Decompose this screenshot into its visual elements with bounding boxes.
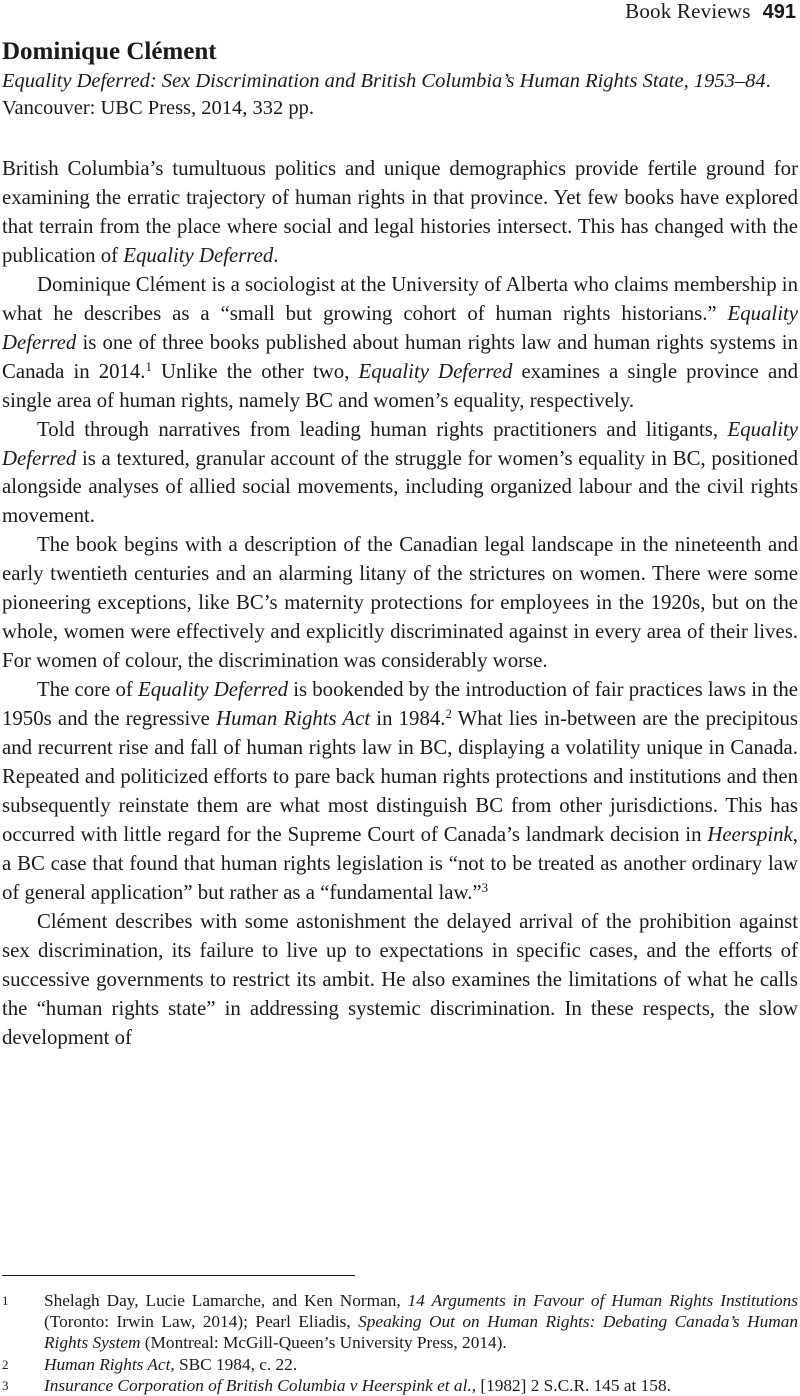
footnote-ref-1[interactable]: 1 <box>145 359 152 374</box>
paragraph-text: Clément describes with some astonishment the delayed arrival of the prohibition against sex discrimination, its failure to live up to expectations in specific cases, and the efforts of successive governments to restrict its ambit. He also examines the limitations of what he calls the “human rights state” in addressing systemic discrimination. In these respects, the slow development of <box>2 909 798 1049</box>
italic-book-title: Equality Deferred <box>358 359 513 383</box>
footnote-segment: , [1982] 2 S.C.R. 145 at 158. <box>471 1375 671 1395</box>
footnote-2 <box>2 1354 798 1375</box>
footnote-1 <box>2 1290 798 1354</box>
footnote-text <box>44 1290 798 1354</box>
footnote-text <box>44 1354 798 1375</box>
paragraph-1 <box>2 155 798 271</box>
paragraph-text: . <box>273 243 279 267</box>
footnote-text <box>44 1375 798 1396</box>
paragraph-text: Unlike the other two, <box>151 359 359 383</box>
italic-book-title: Equality Deferred <box>2 417 798 470</box>
italic-case-name: Heerspink <box>707 822 793 846</box>
paragraph-text: is bookended by the introduction of fair practices laws in the 1950s and the regressive <box>2 678 798 731</box>
review-author-heading: Dominique Clément <box>2 38 217 65</box>
footnote-divider <box>2 1275 355 1276</box>
running-header <box>625 0 796 25</box>
footnote-segment: , SBC 1984, c. 22. <box>170 1354 298 1374</box>
publication-details: . Vancouver: UBC Press, 2014, 332 pp. <box>2 70 771 119</box>
footnote-segment: (Montreal: McGill-Queen’s University Press, 2014). <box>140 1333 507 1353</box>
italic-book-title: Equality Deferred <box>138 678 289 702</box>
paragraph-text: is one of three books published about human rights law and human rights systems in Canada in 2014. <box>2 330 798 383</box>
italic-book-title: Equality Deferred <box>123 243 274 267</box>
footnote-italic-title: 14 Arguments in Favour of Human Rights Institutions <box>407 1291 798 1310</box>
footnote-ref-2[interactable]: 2 <box>445 707 452 722</box>
book-title: Equality Deferred: Sex Discrimination and British Columbia’s Human Rights State, 1953–84 <box>2 70 766 92</box>
footnote-italic-title: Speaking Out on Human Rights: Debating Canada’s Human Rights System <box>44 1312 798 1353</box>
footnote-italic-title: Human Rights Act <box>44 1354 171 1374</box>
footnote-number: 1 <box>2 1293 9 1308</box>
footnotes <box>2 1290 798 1396</box>
paragraph-text: is a textured, granular account of the struggle for women’s equality in BC, positioned alongside analyses of allied social movements, including organized labour and the civil rights movement. <box>2 446 798 528</box>
page-number: 491 <box>762 1 796 23</box>
paragraph-2 <box>2 271 798 416</box>
footnote-italic-title: Insurance Corporation of British Columbia v Heerspink et al. <box>44 1375 472 1395</box>
running-header-title: Book Reviews <box>625 0 751 23</box>
paragraph-text: What lies in-between are the precipitous and recurrent rise and fall of human rights law in BC, displaying a volatility unique in Canada. Repeated and politicized efforts to pare back human rights protections and institutions and then subsequently reinstate them are what most distinguish BC from other jurisdictions. This has occurred with little regard for the Supreme Court of Canada’s landmark decision in <box>2 707 798 846</box>
paragraph-text: , a BC case that found that human rights legislation is “not to be treated as another ordinary law of general application” but rather as a “fundamental law.” <box>2 822 798 904</box>
review-body <box>2 155 798 1053</box>
paragraph-3 <box>2 416 798 532</box>
paragraph-text: Told through narratives from leading human rights practitioners and litigants, <box>37 417 728 441</box>
italic-book-title: Equality Deferred <box>2 301 798 354</box>
paragraph-4 <box>2 531 798 676</box>
paragraph-text: in 1984. <box>370 707 446 731</box>
italic-act-title: Human Rights Act <box>216 707 371 731</box>
paragraph-text: The book begins with a description of the Canadian legal landscape in the nineteenth and early twentieth centuries and an alarming litany of the strictures on women. There were some pioneering exceptions, like BC’s maternity protections for employees in the 1920s, but on the whole, women were effectively and explicitly discriminated against in every area of their lives. For women of colour, the discrimination was considerably worse. <box>2 533 798 673</box>
paragraph-text: examines a single province and single area of human rights, namely BC and women’s equality, respectively. <box>2 359 799 412</box>
footnote-ref-3[interactable]: 3 <box>481 880 489 895</box>
paragraph-text: British Columbia’s tumultuous politics and unique demographics provide fertile ground for examining the erratic trajectory of human rights in that province. Yet few books have explored that terrain from the place where social and legal histories intersect. This has changed with the publication of <box>2 157 798 267</box>
paragraph-6 <box>2 908 798 1053</box>
paragraph-5 <box>2 676 798 908</box>
footnote-segment: Shelagh Day, Lucie Lamarche, and Ken Norman, <box>44 1291 408 1310</box>
paragraph-text: Dominique Clément is a sociologist at the University of Alberta who claims membership in what he describes as a “small but growing cohort of human rights historians.” <box>2 272 798 325</box>
book-citation <box>2 68 798 122</box>
footnote-number: 2 <box>2 1356 9 1372</box>
paragraph-text: The core of <box>37 678 139 702</box>
footnote-3 <box>2 1375 798 1396</box>
footnote-number: 3 <box>2 1377 9 1393</box>
footnote-segment: (Toronto: Irwin Law, 2014); Pearl Eliadis, <box>44 1312 359 1332</box>
